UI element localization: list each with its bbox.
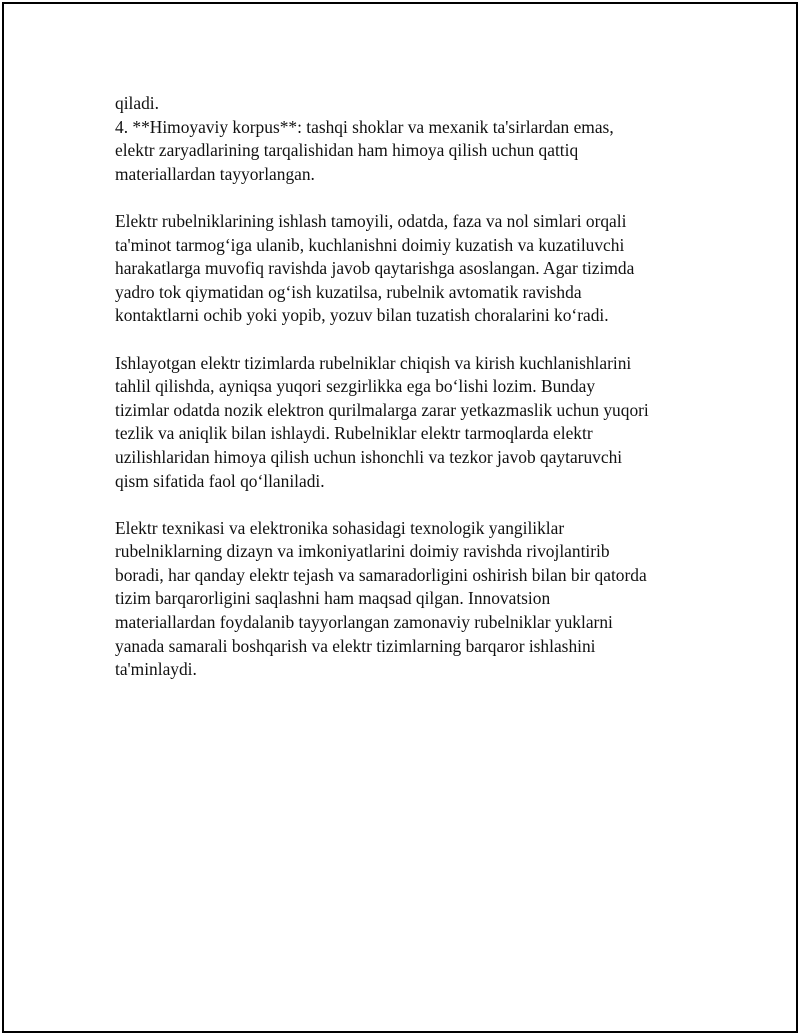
document-body — [115, 92, 715, 682]
text-line: harakatlarga muvofiq ravishda javob qaytarishga asoslangan. Agar tizimda — [115, 258, 635, 279]
paragraph-spacer — [115, 328, 715, 352]
text-line: tahlil qilishda, ayniqsa yuqori sezgirlikka ega bo‘lishi lozim. Bunday — [115, 376, 596, 397]
text-line: materiallardan foydalanib tayyorlangan zamonaviy rubelniklar yuklarni — [115, 612, 613, 633]
text-line: qiladi. — [115, 93, 159, 113]
text-line: tizim barqarorligini saqlashni ham maqsad qilgan. Innovatsion — [115, 588, 551, 609]
text-line: yanada samarali boshqarish va elektr tizimlarning barqaror ishlashini — [115, 635, 596, 656]
text-line: ta'minot tarmog‘iga ulanib, kuchlanishni doimiy kuzatish va kuzatiluvchi — [115, 234, 625, 255]
text-line: Ishlayotgan elektr tizimlarda rubelniklar chiqish va kirish kuchlanishlarini — [115, 352, 632, 373]
text-line: Elektr rubelniklarining ishlash tamoyili, odatda, faza va nol simlari orqali — [115, 210, 627, 231]
text-line: Elektr texnikasi va elektronika sohasidagi texnologik yangiliklar — [115, 517, 565, 538]
text-line: ta'minlaydi. — [115, 659, 197, 680]
paragraph-innovation — [115, 517, 715, 682]
intro-paragraph — [115, 92, 715, 186]
paragraph-working-principle — [115, 210, 715, 328]
text-line: materiallardan tayyorlangan. — [115, 163, 315, 184]
paragraph-spacer — [115, 493, 715, 517]
text-line: tizimlar odatda nozik elektron qurilmalarga zarar yetkazmaslik uchun yuqori — [115, 399, 649, 420]
paragraph-spacer — [115, 186, 715, 210]
text-line: boradi, har qanday elektr tejash va samaradorligini oshirish bilan bir qatorda — [115, 564, 647, 585]
paragraph-sensitivity — [115, 352, 715, 494]
text-line: kontaktlarni ochib yoki yopib, yozuv bilan tuzatish choralarini ko‘radi. — [115, 305, 609, 326]
text-line: rubelniklarning dizayn va imkoniyatlarini doimiy ravishda rivojlantirib — [115, 541, 610, 562]
text-line: yadro tok qiymatidan og‘ish kuzatilsa, rubelnik avtomatik ravishda — [115, 281, 582, 302]
text-line: uzilishlaridan himoya qilish uchun ishonchli va tezkor javob qaytaruvchi — [115, 446, 623, 467]
text-line: elektr zaryadlarining tarqalishidan ham himoya qilish uchun qattiq — [115, 140, 579, 161]
text-line: tezlik va aniqlik bilan ishlaydi. Rubelniklar elektr tarmoqlarda elektr — [115, 423, 593, 444]
text-line: 4. **Himoyaviy korpus**: tashqi shoklar va mexanik ta'sirlardan emas, — [115, 116, 614, 137]
text-line: qism sifatida faol qo‘llaniladi. — [115, 470, 325, 491]
